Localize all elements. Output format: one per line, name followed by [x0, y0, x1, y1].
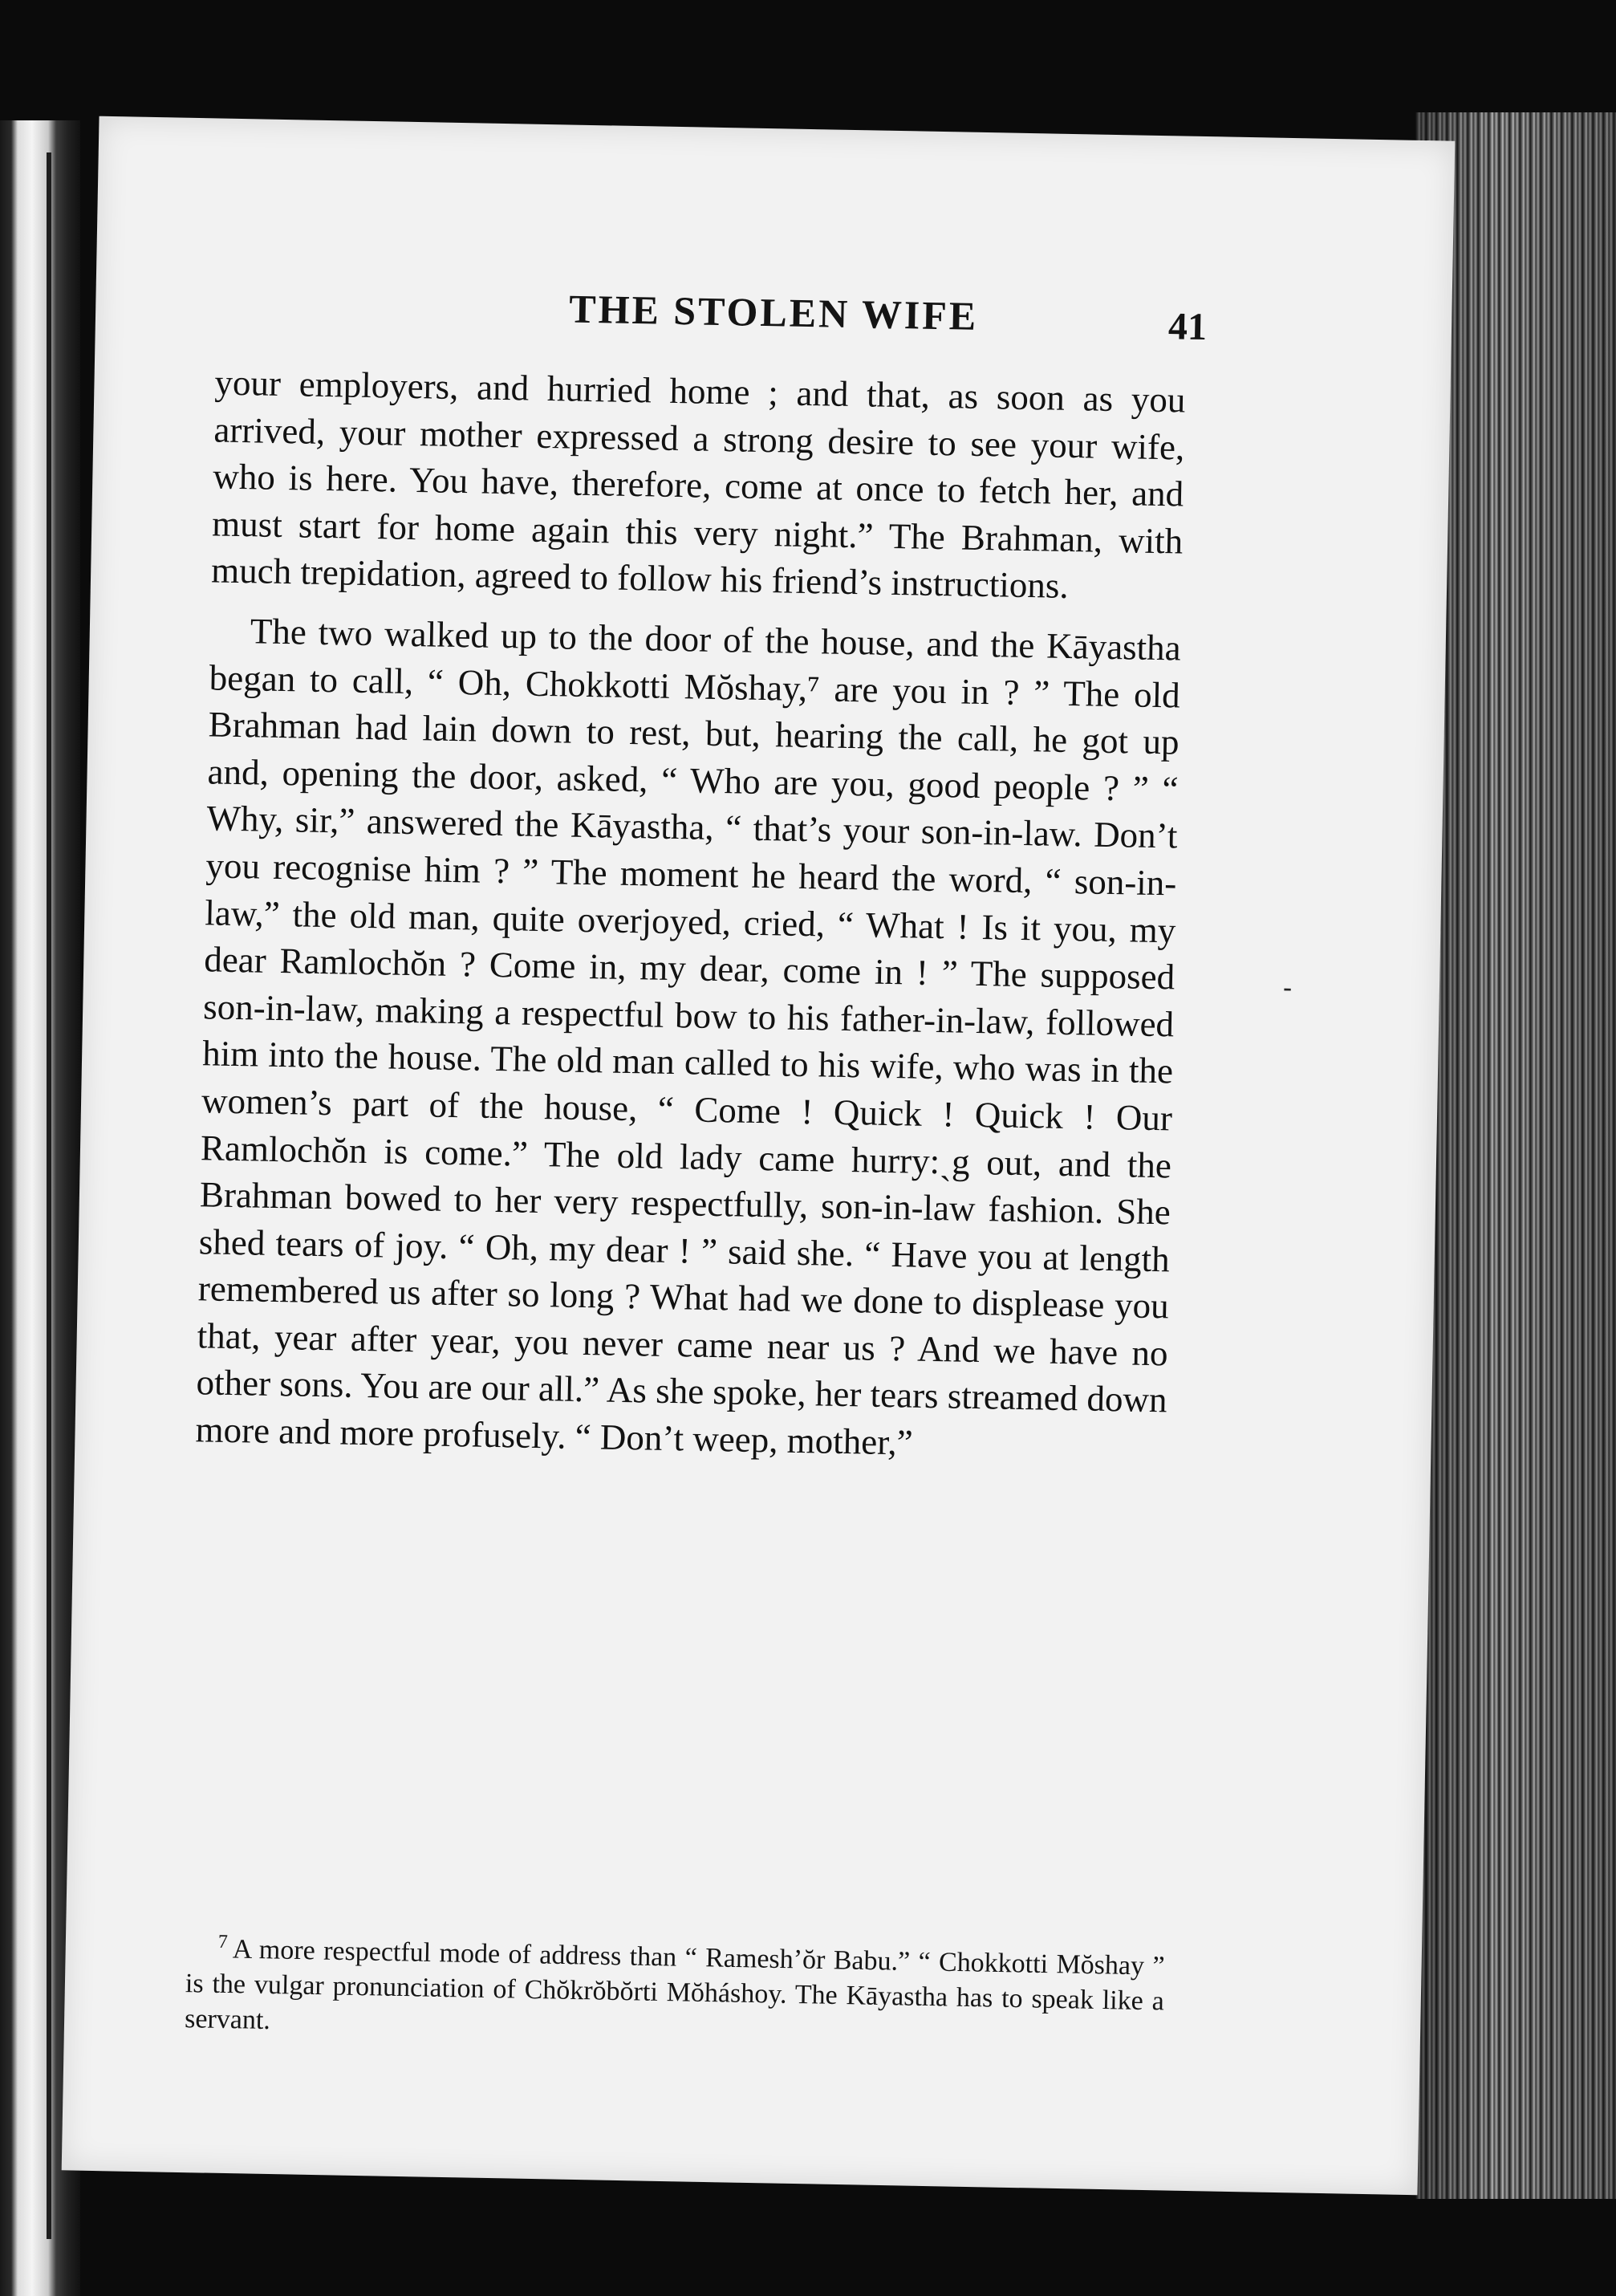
footnote — [185, 1924, 1165, 2055]
margin-mark: - — [1282, 972, 1293, 1004]
running-title: THE STOLEN WIFE — [568, 286, 979, 339]
paragraph: your employers, and hurried home ; and that, as soon as you arrived, your mother expressed a strong desire to see your wife, who is here. You have, therefore, come at once to fetch her, and must start for home again this very night.” The Brahman, with much trepidation, agreed to follow his friend’s instructions. — [210, 362, 1186, 607]
footnote-text: A more respectful mode of address than “ Ramesh’ŏr Babu.” “ Chokkotti Mŏshay ” is the vulgar pronunciation of Chŏkrŏbŏrti Mŏháshoy. The Kāyastha has to speak like a servant. — [184, 1934, 1165, 2036]
body-text — [195, 359, 1186, 1471]
page-number: 41 — [1167, 305, 1208, 349]
paragraph: The two walked up to the door of the house, and the Kāyastha began to call, “ Oh, Chokkotti Mŏshay,⁷ are you in ? ” The old Brahman had lain down to rest, but, hearing the call, he got up and, opening the door, asked, “ Who are you, good people ? ” “ Why, sir,” answered the Kāyastha, “ that’s your son-in-law. Don’t you recognise him ? ” The moment he heard the word, “ son-in-law,” the old man, quite overjoyed, cried, “ What ! Is it you, my dear Ramlochŏn ? Come in, my dear, come in ! ” The supposed son-in-law, making a respectful bow to his father-in-law, followed him into the house. The old man called to his wife, who was in the women’s part of the house, “ Come ! Quick ! Quick ! Our Ramlochŏn is come.” The old lady came hurry:ˎg out, and the Brahman bowed to her very respectfully, son-in-law fashion. She shed tears of joy. “ Oh, my dear ! ” said she. “ Have you at length remembered us after so long ? What had we done to displease you that, year after year, you never came near us ? And we have no other sons. You are our all.” As she spoke, her tears streamed down more and more profusely. “ Don’t weep, mother,” — [195, 611, 1182, 1463]
book-page — [62, 116, 1456, 2196]
footnote-marker: 7 — [217, 1931, 229, 1953]
page-header — [95, 277, 1452, 358]
